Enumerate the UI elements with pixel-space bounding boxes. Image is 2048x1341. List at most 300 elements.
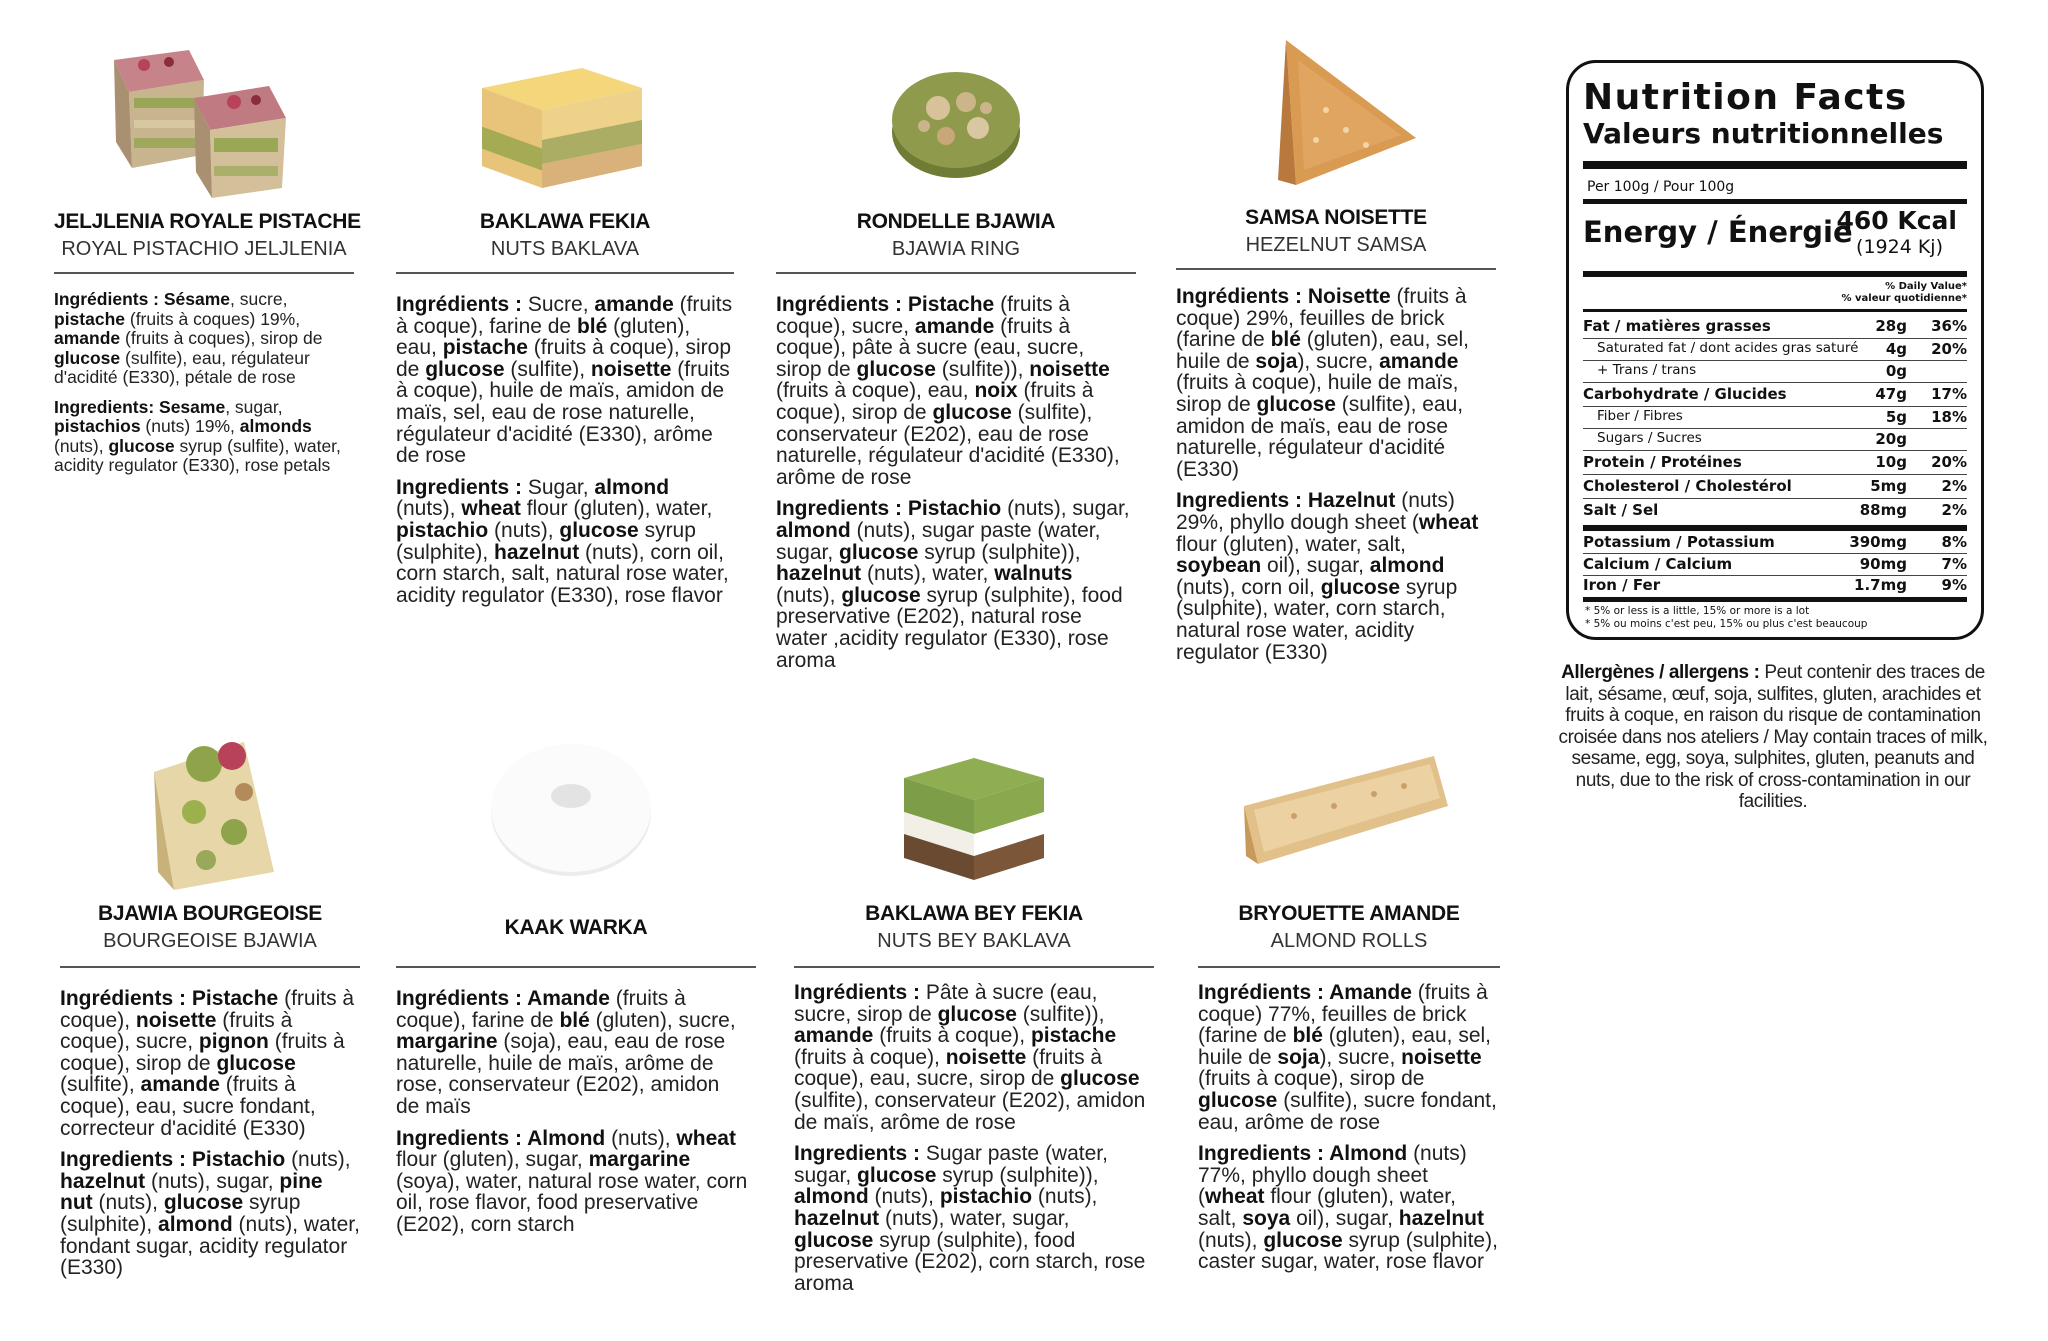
product-subtitle: BJAWIA RING (891, 238, 1021, 260)
ingredient-highlight: noisette (590, 357, 672, 381)
nutrient-row-trans (1583, 360, 1967, 382)
ingredient-highlight: blé (1270, 328, 1301, 352)
ingredient-highlight: glucose (54, 347, 121, 368)
nutrient-percent: 36% (1931, 317, 1967, 335)
ingredient-highlight: pistache (442, 336, 528, 360)
ingredient-highlight: Noisette (1307, 285, 1391, 308)
nutrient-label: Salt / Sel (1583, 501, 1659, 519)
ingredient-text: syrup (sulphite)), (918, 540, 1081, 564)
nutrient-row-salt (1583, 499, 1967, 521)
bjawia-bourgeoise-image (144, 722, 284, 892)
ingredient-text: Sucre, (527, 293, 595, 316)
ingredient-highlight: glucose (932, 400, 1012, 424)
nutrient-label: + Trans / trans (1597, 362, 1697, 378)
ingredient-highlight: almonds (239, 416, 312, 436)
ingredient-highlight: soya (1242, 1206, 1291, 1230)
product-title: SAMSA NOISETTE (1245, 206, 1427, 229)
serving-size: Per 100g / Pour 100g (1587, 179, 1735, 195)
ingredient-highlight: wheat (676, 1126, 736, 1150)
product-kaak-warka (396, 716, 756, 1276)
ingredient-text: syrup (sulfite), water, acidity regulator (E330), rose petals (54, 435, 341, 475)
ingredients (1198, 982, 1500, 1283)
nutrient-amount: 4g (1885, 340, 1907, 358)
nutrient-label: Saturated fat / dont acides gras saturé (1597, 340, 1859, 356)
ingredient-highlight: hazelnut (494, 540, 580, 564)
nutrition-subtitle: Valeurs nutritionnelles (1583, 117, 1944, 150)
ingredient-text: syrup (sulphite), (396, 518, 696, 564)
nutrition-title: Nutrition Facts (1583, 77, 1908, 118)
ingredient-text: (fruits à coque), (60, 987, 355, 1032)
ingredient-highlight: hazelnut (794, 1206, 880, 1230)
ingredient-text: (nuts), (868, 1185, 940, 1209)
ingredient-highlight: glucose (1263, 1228, 1343, 1252)
thick-divider (1583, 597, 1967, 602)
ingredient-highlight: almond (1369, 554, 1445, 578)
ingredient-text: (nuts), (1032, 1185, 1098, 1209)
nutrient-amount: 5g (1885, 408, 1907, 426)
ingredient-highlight: glucose (108, 435, 175, 456)
ingredient-highlight: almond (776, 518, 851, 542)
ingredient-highlight: Ingrédients : (1198, 981, 1330, 1004)
product-subtitle: ROYAL PISTACHIO JELJLENIA (61, 238, 347, 260)
nutrient-amount: 5mg (1870, 477, 1907, 495)
ingredient-text: (nuts) 77%, phyllo dough sheet ( (1198, 1142, 1467, 1209)
ingredient-highlight: Almond (527, 1126, 606, 1150)
ingredient-text: (fruits à coque), sirop de (1198, 1067, 1425, 1091)
ingredient-highlight: hazelnut (776, 562, 862, 586)
ingredient-text: (sulfite)), (935, 357, 1030, 381)
product-subtitle: BOURGEOISE BJAWIA (103, 930, 317, 952)
allergen-text: Peut contenir des traces de lait, sésame, œuf, soja, sulfites, gluten, arachides et fruits à coque, en raison du risque de contamination croisée dans nos ateliers / May contain traces of milk, sesame, egg, soya, sulphites, gluten, peanuts and nuts, due to the risk of cross-contamination in our facilities. (1558, 662, 1988, 812)
ingredients-fr (1198, 982, 1500, 1133)
nutrient-row-fiber (1583, 406, 1967, 428)
ingredient-highlight: noix (974, 379, 1018, 403)
ingredient-text: (gluten), eau, sel, huile de (1176, 328, 1469, 373)
ingredient-highlight: soja (1277, 1045, 1320, 1069)
ingredient-highlight: amande (794, 1024, 874, 1048)
ingredients (54, 290, 350, 486)
ingredients-fr (60, 988, 360, 1139)
ingredient-text: (fruits à coques) 19%, (125, 308, 301, 329)
daily-value-fr: % valeur quotidienne* (1841, 293, 1967, 304)
ingredients (396, 294, 734, 616)
ingredients-fr (54, 290, 350, 388)
ingredient-highlight: Ingrédients : (1176, 285, 1308, 308)
ingredient-highlight: Sésame (163, 289, 231, 309)
ingredients (60, 988, 360, 1289)
ingredient-highlight: Pistache (191, 987, 279, 1010)
ingredient-text: (fruits à coque), eau, sucre, sirop de (794, 1045, 1103, 1091)
ingredients-en (396, 1128, 748, 1236)
ingredient-highlight: glucose (856, 357, 936, 381)
nutrient-row-carbohydrate (1583, 383, 1967, 405)
ingredient-highlight: amande (54, 328, 121, 348)
ingredient-text: (fruits à coque), farine de (396, 293, 733, 338)
nutrient-amount: 90mg (1859, 555, 1907, 573)
ingredient-highlight: Amande (1329, 981, 1412, 1004)
ingredient-text: Pâte à sucre (eau, sucre, sirop de (794, 981, 1098, 1026)
ingredient-highlight: Amande (527, 987, 610, 1010)
ingredient-highlight: Ingredients : (396, 1126, 528, 1150)
divider (396, 272, 734, 274)
ingredient-text: (nuts), sugar, (1001, 497, 1130, 521)
ingredient-highlight: glucose (1198, 1088, 1278, 1112)
product-title: JELJLENIA ROYALE PISTACHE (54, 210, 361, 233)
energy-kj: (1924 Kj) (1856, 236, 1943, 258)
ingredient-highlight: noisette (1029, 357, 1110, 381)
ingredient-highlight: Ingrédients : (60, 987, 192, 1010)
baklawa-bey-fekia-image (894, 738, 1054, 888)
ingredient-highlight: Ingredients : (794, 1142, 926, 1166)
ingredient-text: (fruits à coque) 29%, feuilles de brick (farine de (1176, 285, 1467, 352)
ingredient-text: flour (gluten), sugar, (396, 1148, 589, 1172)
ingredient-text: oil), sugar, (1261, 554, 1370, 578)
ingredient-highlight: soybean (1176, 554, 1262, 578)
product-rondelle-bjawia (776, 14, 1136, 674)
ingredient-highlight: glucose (163, 1191, 244, 1215)
ingredient-text: (nuts), sugar, (145, 1169, 280, 1193)
nutrient-row-protein (1583, 451, 1967, 473)
ingredient-text: (nuts), (776, 583, 842, 607)
ingredient-highlight: wheat (1205, 1185, 1265, 1209)
thick-divider (1583, 199, 1967, 204)
nutrient-amount: 28g (1875, 317, 1907, 335)
nutrient-label: Sugars / Sucres (1597, 430, 1702, 446)
ingredient-highlight: walnuts (994, 562, 1073, 586)
ingredient-highlight: almond (158, 1212, 233, 1236)
ingredient-text: (nuts), (54, 435, 109, 456)
ingredient-text: (sulfite), sucre fondant, eau, arôme de rose (1198, 1088, 1497, 1134)
ingredient-text: (nuts), (605, 1126, 677, 1150)
ingredient-text: oil), sugar, (1290, 1206, 1399, 1230)
thick-divider (1583, 271, 1967, 277)
ingredient-text: (nuts), (92, 1191, 164, 1215)
ingredient-text: (soja), eau, eau de rose naturelle, huile de maïs, arôme de rose, conservateur (E202), amidon de maïs (396, 1030, 726, 1118)
ingredient-text: syrup (sulphite), caster sugar, water, rose flavor (1198, 1228, 1498, 1274)
nutrient-percent: 17% (1931, 385, 1967, 403)
ingredient-highlight: amande (1379, 349, 1459, 373)
kaak-warka-image (486, 730, 656, 880)
nutrient-row-fat (1583, 315, 1967, 337)
ingredient-text: (sulfite)), (1016, 1002, 1105, 1026)
allergen-label: Allergènes / allergens : (1561, 662, 1760, 683)
product-subtitle: NUTS BEY BAKLAVA (877, 930, 1071, 952)
ingredient-highlight: noisette (1401, 1045, 1482, 1069)
energy-label: Energy / Énergie (1583, 215, 1853, 249)
ingredient-highlight: glucose (1320, 575, 1401, 599)
ingredient-text: (gluten), eau, sel, huile de (1198, 1024, 1491, 1069)
ingredient-text: (fruits à coque), (794, 1045, 946, 1069)
ingredient-text: (fruits à coque), pâte à sucre (eau, sucre, sirop de (776, 314, 1085, 381)
product-subtitle: NUTS BAKLAVA (490, 238, 640, 260)
nutrient-label: Protein / Protéines (1583, 453, 1742, 471)
product-title: BAKLAWA BEY FEKIA (865, 902, 1083, 925)
ingredient-highlight: almond (794, 1185, 869, 1209)
ingredient-text: flour (gluten), water, salt, (1176, 532, 1406, 556)
nutrient-row-calcium (1583, 553, 1967, 575)
ingredient-highlight: blé (559, 1008, 590, 1032)
ingredient-highlight: pistachio (939, 1185, 1033, 1209)
ingredient-text: , sugar, (225, 396, 283, 417)
ingredients (794, 982, 1154, 1304)
ingredients-en (1198, 1143, 1500, 1273)
ingredient-highlight: Ingredients : (1176, 489, 1308, 513)
ingredient-highlight: Sesame (159, 396, 226, 417)
footnote-en: * 5% or less is a little, 15% or more is a lot (1585, 605, 1810, 617)
nutrient-amount: 88mg (1859, 501, 1907, 519)
ingredient-text: Sugar, (527, 475, 595, 499)
ingredient-text: ), sucre, (1319, 1045, 1402, 1069)
divider (794, 966, 1154, 968)
ingredient-highlight: Ingredients: (54, 396, 160, 417)
ingredient-highlight: glucose (839, 540, 919, 564)
ingredient-text: syrup (sulphite), (60, 1191, 301, 1236)
medium-divider (1583, 309, 1967, 312)
ingredient-highlight: pignon (198, 1030, 269, 1054)
ingredient-highlight: glucose (857, 1163, 937, 1187)
divider (396, 966, 756, 968)
ingredients (776, 294, 1130, 681)
ingredient-highlight: blé (1292, 1024, 1323, 1048)
ingredient-text: (fruits à coque), eau, sucre fondant, correcteur d'acidité (E330) (60, 1073, 316, 1140)
ingredient-highlight: Ingredients : (1198, 1142, 1330, 1166)
nutrient-amount: 10g (1875, 453, 1907, 471)
ingredients (396, 988, 748, 1246)
ingredient-highlight: margarine (588, 1148, 691, 1172)
ingredient-highlight: pistache (1030, 1024, 1117, 1048)
ingredient-highlight: noisette (945, 1045, 1027, 1069)
ingredient-highlight: Ingredients : (776, 497, 908, 521)
ingredient-text: (nuts), water, fondant sugar, acidity regulator (E330) (60, 1212, 360, 1280)
nutrient-row-potassium (1583, 531, 1967, 553)
ingredient-text: , sucre, (230, 289, 288, 309)
nutrient-percent: 2% (1941, 501, 1967, 519)
ingredient-highlight: glucose (841, 583, 921, 607)
nutrition-facts-panel (1566, 60, 1984, 640)
ingredient-text: syrup (sulphite), water, corn starch, natural rose water, acidity regulator (E330) (1176, 575, 1458, 664)
ingredient-highlight: pistache (54, 308, 125, 329)
nutrient-label: Potassium / Potassium (1583, 533, 1775, 551)
nutrient-label: Cholesterol / Cholestérol (1583, 477, 1792, 495)
ingredient-text: (fruits à coque), sirop de (396, 336, 732, 381)
ingredients-fr (1176, 286, 1496, 480)
samsa-noisette-image (1236, 30, 1426, 190)
ingredient-text: (fruits à coque), huile de maïs, sirop de (1176, 371, 1459, 416)
ingredients-en (396, 477, 734, 607)
ingredient-highlight: Ingredients : (60, 1148, 192, 1172)
ingredients-fr (794, 982, 1154, 1133)
rondelle-bjawia-image (886, 50, 1026, 190)
ingredient-highlight: glucose (1256, 392, 1336, 416)
nutrient-row-saturated-fat (1583, 338, 1967, 360)
jeljlenia-image (94, 20, 314, 200)
ingredient-highlight: wheat (461, 497, 521, 521)
ingredient-highlight: glucose (1060, 1067, 1140, 1091)
ingredient-text: Sugar paste (water, sugar, (794, 1142, 1108, 1187)
ingredient-highlight: glucose (794, 1228, 874, 1252)
ingredient-text: (sulfite), conservateur (E202), amidon de maïs, arôme de rose (794, 1088, 1146, 1134)
nutrient-amount: 390mg (1849, 533, 1907, 551)
ingredients-en (54, 398, 350, 476)
ingredients-fr (776, 294, 1130, 488)
ingredient-text: (nuts), water, (861, 562, 995, 586)
divider (776, 272, 1136, 274)
nutrient-row-sugars (1583, 428, 1967, 450)
ingredients-fr (396, 988, 748, 1118)
product-baklawa-fekia (396, 14, 734, 654)
nutrient-percent: 8% (1941, 533, 1967, 551)
nutrient-amount: 1.7mg (1854, 576, 1907, 594)
baklawa-fekia-image (472, 48, 652, 198)
ingredient-text: syrup (sulphite)), (936, 1163, 1099, 1187)
nutrient-amount: 0g (1885, 362, 1907, 380)
ingredient-highlight: wheat (1418, 510, 1479, 534)
ingredients-en (794, 1143, 1154, 1294)
ingredient-text: syrup (sulphite), food preservative (E202), corn starch, rose aroma (794, 1228, 1146, 1295)
nutrient-label: Carbohydrate / Glucides (1583, 385, 1787, 403)
product-title: RONDELLE BJAWIA (856, 210, 1056, 233)
ingredient-text: (sulfite), eau, régulateur d'acidité (E330), pétale de rose (54, 347, 310, 387)
daily-value-en: % Daily Value* (1885, 281, 1967, 292)
nutrient-row-cholesterol (1583, 475, 1967, 497)
ingredient-highlight: noisette (135, 1008, 217, 1032)
bryouette-amande-image (1234, 746, 1454, 876)
nutrient-row-iron (1583, 574, 1967, 596)
ingredient-text: (sulfite), (60, 1073, 141, 1097)
ingredient-text: (nuts) 29%, phyllo dough sheet ( (1176, 489, 1455, 534)
nutrient-label: Iron / Fer (1583, 576, 1661, 594)
ingredients-en (1176, 490, 1496, 663)
nutrient-percent: 20% (1931, 453, 1967, 471)
divider (54, 272, 354, 274)
ingredient-highlight: pine nut (60, 1169, 323, 1215)
ingredient-highlight: Ingrédients : (776, 293, 908, 316)
ingredient-highlight: Ingrédients : (396, 293, 528, 316)
ingredient-text: (nuts), (285, 1148, 351, 1172)
ingredient-text: flour (gluten), water, (520, 497, 713, 521)
nutrient-percent: 7% (1941, 555, 1967, 573)
ingredient-text: (fruits à coque), farine de (396, 987, 686, 1032)
nutrient-percent: 20% (1931, 340, 1967, 358)
nutrient-percent: 18% (1931, 408, 1967, 426)
ingredient-highlight: Ingredients : (396, 475, 528, 499)
allergen-notice (1558, 662, 1988, 813)
ingredient-text: (nuts), (1198, 1228, 1264, 1252)
ingredient-highlight: Ingrédients : (794, 981, 926, 1004)
thick-divider (1583, 161, 1967, 169)
ingredient-highlight: Ingrédients : (54, 289, 164, 309)
ingredient-text: (nuts) 19%, (140, 416, 240, 436)
nutrient-label: Fiber / Fibres (1597, 408, 1683, 424)
ingredient-text: (fruits à coque), sucre, (60, 1008, 293, 1054)
ingredient-text: flour (gluten), water, salt, (1198, 1185, 1456, 1230)
nutrient-label: Calcium / Calcium (1583, 555, 1733, 573)
ingredient-text: ), sucre, (1297, 349, 1380, 373)
ingredient-text: (gluten), eau, (396, 314, 691, 360)
ingredient-highlight: amande (140, 1073, 220, 1097)
nutrient-amount: 47g (1875, 385, 1907, 403)
ingredient-text: (soya), water, natural rose water, corn oil, rose flavor, food preservative (E202), corn starch (396, 1169, 748, 1236)
product-title: BAKLAWA FEKIA (479, 210, 651, 233)
ingredient-highlight: amande (594, 293, 674, 316)
ingredient-highlight: amande (914, 314, 995, 338)
product-title: BRYOUETTE AMANDE (1238, 902, 1460, 925)
daily-value-header (1842, 281, 1967, 305)
ingredient-highlight: Pistachio (907, 497, 1002, 521)
product-baklawa-bey-fekia (794, 716, 1154, 1336)
product-title: KAAK WARKA (504, 916, 648, 939)
nutrient-percent: 2% (1941, 477, 1967, 495)
ingredient-text: (sulfite), eau, amidon de maïs, eau de rose naturelle, régulateur d'acidité (E330) (1176, 392, 1464, 481)
ingredient-highlight: pistachio (396, 518, 489, 542)
ingredient-text: (nuts), corn oil, corn starch, salt, natural rose water, acidity regulator (E330), rose flavor (396, 540, 729, 607)
ingredient-text: (fruits à coque), sucre, (776, 293, 1071, 338)
ingredient-highlight: soja (1255, 349, 1298, 373)
ingredient-highlight: glucose (937, 1002, 1017, 1026)
ingredient-highlight: Hazelnut (1307, 489, 1396, 513)
ingredients-en (60, 1149, 360, 1279)
ingredient-text: (fruits à coque), eau, (776, 379, 975, 403)
ingredient-text: (nuts), sugar paste (water, sugar, (776, 518, 1101, 564)
ingredient-text: (nuts), (488, 518, 560, 542)
ingredient-text: (sulfite), (504, 357, 591, 381)
ingredient-text: (sulfite), conservateur (E202), eau de rose naturelle, régulateur d'acidité (E330), arôme de rose (776, 400, 1120, 489)
ingredient-highlight: Pistachio (191, 1148, 286, 1172)
ingredient-text: (nuts), water, sugar, (879, 1206, 1070, 1230)
divider (60, 966, 360, 968)
ingredient-text: (fruits à coque), sirop de (60, 1030, 345, 1075)
ingredients (1176, 286, 1496, 673)
product-subtitle: ALMOND ROLLS (1270, 930, 1428, 952)
ingredient-highlight: glucose (559, 518, 639, 542)
ingredient-text: (fruits à coque), huile de maïs, amidon de maïs, sel, eau de rose naturelle, régulateur d'acidité (E330), arôme de rose (396, 357, 730, 468)
ingredient-highlight: margarine (396, 1030, 498, 1054)
ingredient-text: (fruits à coque), sirop de (776, 379, 1094, 424)
ingredient-highlight: Ingrédients : (396, 987, 528, 1010)
ingredient-highlight: glucose (425, 357, 505, 381)
ingredient-highlight: Pistache (907, 293, 995, 316)
footnote-fr: * 5% ou moins c'est peu, 15% ou plus c'est beaucoup (1585, 618, 1868, 630)
ingredient-highlight: hazelnut (1398, 1206, 1484, 1230)
nutrient-percent: 9% (1941, 576, 1967, 594)
ingredient-highlight: almond (594, 475, 670, 499)
ingredient-text: (fruits à coque) 77%, feuilles de brick (farine de (1198, 981, 1488, 1048)
product-bjawia-bourgeoise (60, 716, 360, 1316)
ingredients-en (776, 498, 1130, 671)
ingredients-fr (396, 294, 734, 467)
energy-kcal: 460 Kcal (1836, 206, 1957, 235)
ingredient-text: (nuts), corn oil, (1176, 575, 1321, 599)
ingredient-highlight: glucose (216, 1051, 296, 1075)
ingredient-highlight: blé (576, 314, 608, 338)
nutrient-amount: 20g (1875, 430, 1907, 448)
ingredient-highlight: hazelnut (60, 1169, 146, 1193)
ingredient-highlight: pistachios (54, 416, 141, 436)
divider (1198, 966, 1500, 968)
ingredient-text: (fruits à coques), sirop de (120, 328, 323, 348)
product-jeljlenia (54, 14, 361, 534)
product-samsa-noisette (1176, 10, 1496, 670)
ingredient-text: syrup (sulphite), food preservative (E202), natural rose water ,acidity regulator (E330), rose aroma (776, 583, 1123, 672)
ingredient-text: (gluten), sucre, (589, 1008, 736, 1032)
divider (1176, 268, 1496, 270)
product-title: BJAWIA BOURGEOISE (98, 902, 322, 925)
nutrition-footnote (1585, 605, 1867, 631)
ingredient-text: (nuts), (396, 497, 462, 521)
ingredient-highlight: Almond (1329, 1142, 1408, 1166)
product-bryouette-amande (1198, 716, 1500, 1336)
product-subtitle: HEZELNUT SAMSA (1245, 234, 1427, 256)
